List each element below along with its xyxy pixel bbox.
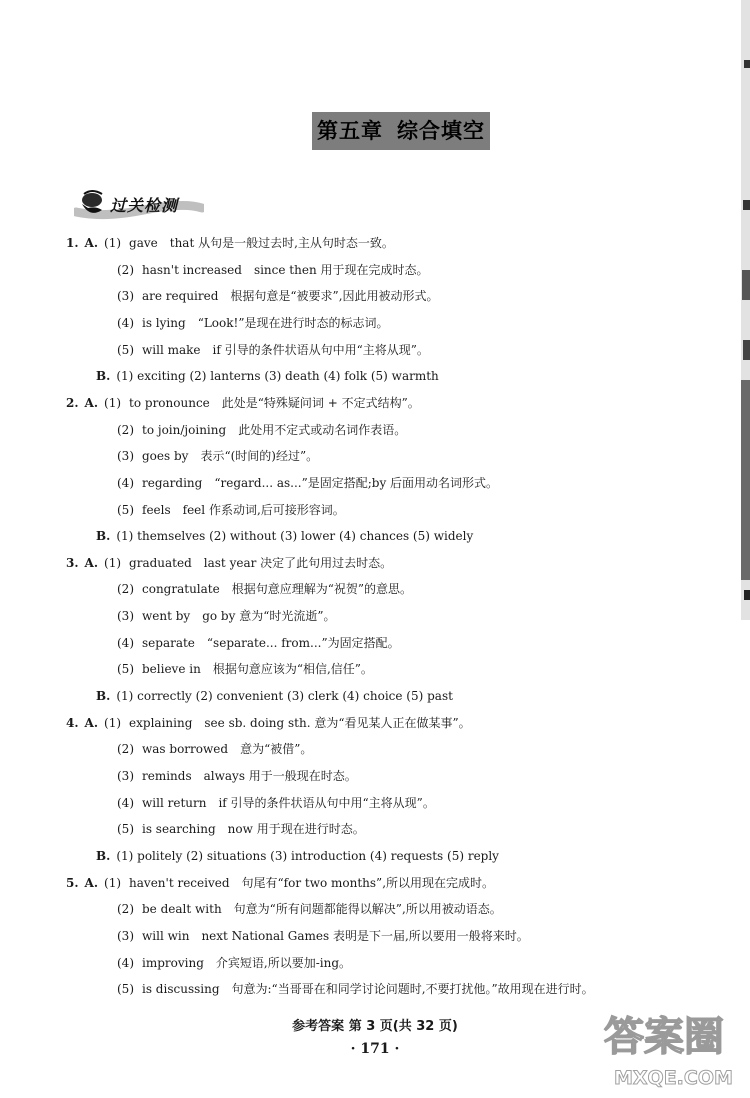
explanation-text: 此处是“特殊疑问词 + 不定式结构”。: [221, 395, 420, 410]
explanation-text: (1) exciting (2) lanterns (3) death (4) folk (5) warmth: [116, 369, 439, 384]
part-label: B.: [96, 529, 111, 544]
answer-text: be dealt with: [142, 902, 222, 917]
explanation-text: 表示“(时间的)经过”。: [200, 449, 319, 464]
answer-line: [66, 875, 494, 891]
svg-text:答案圈: 答案圈: [604, 1014, 724, 1060]
explanation-text: feel 作系动词,后可接形容词。: [182, 502, 345, 517]
answer-text: graduated: [129, 555, 192, 570]
sub-number: (1): [104, 875, 122, 890]
explanation-text: 句尾有“for two months”,所以用现在完成时。: [241, 875, 495, 890]
answer-text: is discussing: [142, 982, 220, 997]
answer-line: [117, 262, 429, 278]
answer-text: is lying: [142, 315, 186, 330]
answer-text: will make: [142, 342, 201, 357]
answer-line: [66, 715, 471, 731]
explanation-text: always 用于一般现在时态。: [203, 769, 357, 783]
answer-line: [117, 901, 502, 917]
question-number: 1.: [66, 236, 79, 250]
explanation-text: now 用于现在进行时态。: [227, 822, 365, 837]
part-label: B.: [96, 689, 111, 704]
explanation-text: that 从句是一般过去时,主从句时态一致。: [169, 236, 394, 250]
chapter-name: 综合填空: [397, 118, 485, 143]
answer-text: improving: [142, 955, 204, 970]
sub-number: (5): [117, 502, 134, 517]
sub-number: (2): [117, 742, 134, 757]
explanation-text: “Look!”是现在进行时态的标志词。: [197, 315, 389, 330]
answer-line: [96, 528, 473, 544]
answer-line: [96, 848, 499, 864]
answer-line: [66, 235, 394, 251]
answer-text: haven't received: [129, 875, 230, 890]
svg-text:MXQE.COM: MXQE.COM: [614, 1067, 733, 1089]
section-title: 过关检测: [110, 196, 179, 215]
answer-text: gave: [129, 236, 158, 250]
explanation-text: 句意为“所有问题都能得以解决”,所以用被动语态。: [233, 902, 502, 917]
page-edge-decoration: [738, 0, 750, 620]
answer-text: feels: [142, 502, 171, 517]
sub-number: (4): [117, 795, 134, 810]
explanation-text: last year 决定了此句用过去时态。: [203, 555, 393, 570]
answer-line: [117, 581, 412, 597]
explanation-text: “separate... from...”为固定搭配。: [206, 635, 400, 650]
explanation-text: (1) correctly (2) convenient (3) clerk (4) choice (5) past: [116, 689, 453, 704]
answer-text: to join/joining: [142, 422, 227, 437]
chapter-number: 第五章: [317, 118, 383, 143]
sub-number: (5): [117, 982, 134, 997]
explanation-text: go by 意为“时光流逝”。: [202, 609, 336, 624]
question-number: 3.: [66, 555, 79, 570]
sub-number: (4): [117, 315, 134, 330]
answer-line: [117, 821, 365, 837]
answer-line: [117, 288, 439, 304]
explanation-text: see sb. doing sth. 意为“看见某人正在做某事”。: [204, 715, 471, 730]
answer-text: congratulate: [142, 582, 220, 597]
answer-line: [117, 981, 594, 997]
answer-text: are required: [142, 289, 219, 304]
answer-line: [96, 368, 439, 384]
answer-line: [117, 635, 400, 651]
answer-line: [96, 688, 453, 704]
sub-number: (1): [104, 395, 122, 410]
explanation-text: 句意为:“当哥哥在和同学讨论问题时,不要打扰他。”故用现在进行时。: [231, 982, 594, 997]
explanation-text: 意为“被借”。: [240, 742, 313, 757]
answer-text: will return: [142, 795, 207, 810]
explanation-text: 根据句意应理解为“祝贺”的意思。: [231, 582, 412, 597]
explanation-text: 此处用不定式或动名词作表语。: [238, 422, 407, 437]
answer-line: [66, 395, 420, 411]
part-label: B.: [96, 848, 111, 863]
sub-number: (4): [117, 475, 134, 490]
explanation-text: 介宾短语,所以要加-ing。: [215, 955, 352, 970]
explanation-text: (1) politely (2) situations (3) introduction (4) requests (5) reply: [116, 848, 499, 863]
answer-line: [66, 555, 392, 571]
answer-text: reminds: [142, 769, 192, 783]
page-number: · 171 ·: [350, 1041, 400, 1057]
part-label: B.: [96, 369, 111, 384]
answer-line: [117, 475, 498, 491]
answer-line: [117, 608, 335, 624]
answer-line: [117, 448, 318, 464]
explanation-text: next National Games 表明是下一届,所以要用一般将来时。: [201, 928, 529, 943]
question-number: 4.: [66, 715, 79, 730]
sub-number: (5): [117, 822, 134, 837]
answer-line: [117, 768, 357, 784]
sub-number: (3): [117, 928, 134, 943]
answer-text: regarding: [142, 475, 203, 490]
sub-number: (3): [117, 449, 134, 464]
sub-number: (4): [117, 635, 134, 650]
answer-text: explaining: [129, 715, 193, 730]
part-label: A.: [84, 555, 99, 570]
part-label: A.: [84, 715, 99, 730]
answer-line: [117, 502, 345, 518]
answer-text: believe in: [142, 662, 201, 677]
answer-line: [117, 661, 373, 677]
explanation-text: since then 用于现在完成时态。: [253, 262, 429, 277]
sub-number: (1): [104, 715, 122, 730]
sub-number: (3): [117, 289, 134, 304]
answer-line: [117, 342, 429, 358]
sub-number: (3): [117, 769, 134, 783]
chapter-title: [312, 112, 490, 150]
answer-text: goes by: [142, 449, 189, 464]
answer-line: [117, 928, 529, 944]
answer-text: was borrowed: [142, 742, 229, 757]
sub-number: (5): [117, 662, 134, 677]
sub-number: (2): [117, 902, 134, 917]
answer-text: separate: [142, 635, 195, 650]
explanation-text: if 引导的条件状语从句中用“主将从现”。: [212, 342, 429, 357]
answer-text: is searching: [142, 822, 216, 837]
answer-text: hasn't increased: [142, 262, 242, 277]
part-label: A.: [84, 875, 99, 890]
answer-line: [117, 422, 406, 438]
answer-line: [117, 741, 312, 757]
explanation-text: (1) themselves (2) without (3) lower (4) chances (5) widely: [116, 529, 474, 544]
section-heading: [74, 188, 204, 222]
question-number: 5.: [66, 875, 79, 890]
part-label: A.: [84, 236, 99, 250]
answer-line: [117, 955, 351, 971]
part-label: A.: [84, 395, 99, 410]
sub-number: (5): [117, 342, 134, 357]
sub-number: (1): [104, 236, 122, 250]
answer-line: [117, 795, 435, 811]
sub-number: (3): [117, 609, 134, 624]
answer-text: to pronounce: [129, 395, 210, 410]
sub-number: (1): [104, 555, 122, 570]
sub-number: (4): [117, 955, 134, 970]
answer-text: will win: [142, 928, 190, 943]
answer-text: went by: [142, 609, 191, 624]
explanation-text: 根据句意是“被要求”,因此用被动形式。: [230, 289, 439, 304]
sub-number: (2): [117, 582, 134, 597]
sub-number: (2): [117, 262, 134, 277]
footer-title: 参考答案 第 3 页(共 32 页): [292, 1019, 458, 1034]
explanation-text: 根据句意应该为“相信,信任”。: [212, 662, 373, 677]
question-number: 2.: [66, 395, 79, 410]
watermark-logo: [596, 1000, 746, 1092]
sub-number: (2): [117, 422, 134, 437]
answer-line: [117, 315, 388, 331]
explanation-text: “regard... as...”是固定搭配;by 后面用动名词形式。: [214, 475, 499, 490]
explanation-text: if 引导的条件状语从句中用“主将从现”。: [218, 795, 435, 810]
